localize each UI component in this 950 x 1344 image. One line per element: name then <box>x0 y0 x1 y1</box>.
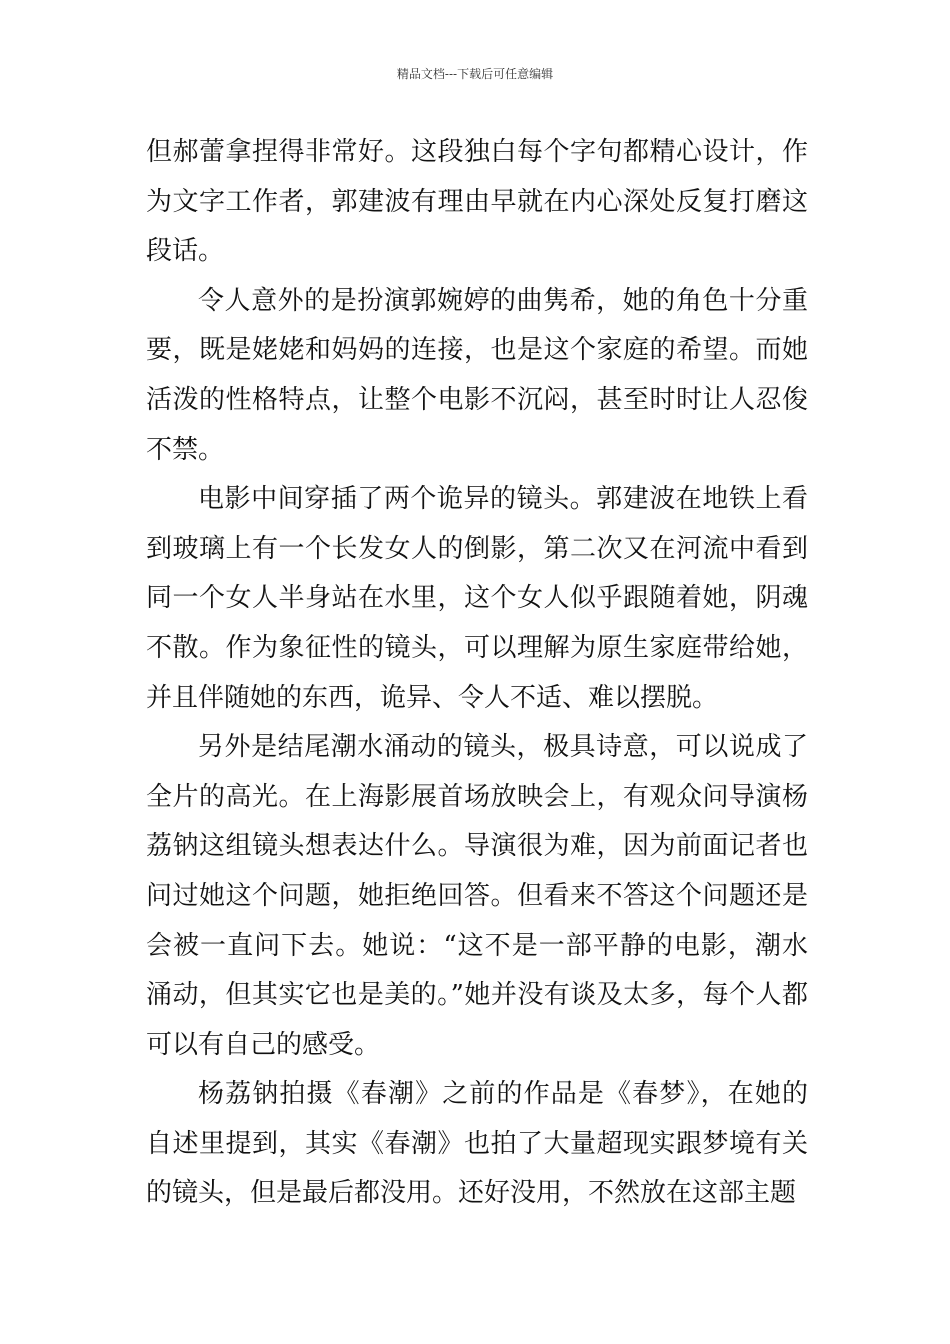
paragraph: 另外是结尾潮水涌动的镜头，极具诗意，可以说成了全片的高光。在上海影展首场放映会上，有观众问导演杨荔钠这组镜头想表达什么。导演很为难，因为前面记者也问过她这个问题，她拒绝回答。但看来不答这个问题还是会被一直问下去。她说：“这不是一部平静的电影，潮水涌动，但其实它也是美的。”她并没有谈及太多，每个人都可以有自己的感受。 <box>146 732 808 1060</box>
paragraph: 但郝蕾拿捏得非常好。这段独白每个字句都精心设计，作为文字工作者，郭建波有理由早就在内心深处反复打磨这段话。 <box>146 137 808 267</box>
page-header: 精品文档---下载后可任意编辑 <box>396 67 554 81</box>
document-body <box>146 128 808 1219</box>
paragraph: 杨荔钠拍摄《春潮》之前的作品是《春梦》，在她的自述里提到，其实《春潮》也拍了大量超现实跟梦境有关的镜头，但是最后都没用。还好没用，不然放在这部主题 <box>146 1079 808 1209</box>
paragraph: 令人意外的是扮演郭婉婷的曲隽希，她的角色十分重要，既是姥姥和妈妈的连接，也是这个家庭的希望。而她活泼的性格特点，让整个电影不沉闷，甚至时时让人忍俊不禁。 <box>146 285 808 465</box>
paragraph: 电影中间穿插了两个诡异的镜头。郭建波在地铁上看到玻璃上有一个长发女人的倒影，第二次又在河流中看到同一个女人半身站在水里，这个女人似乎跟随着她，阴魂不散。作为象征性的镜头，可以理解为原生家庭带给她，并且伴随她的东西，诡异、令人不适、难以摆脱。 <box>146 484 808 713</box>
